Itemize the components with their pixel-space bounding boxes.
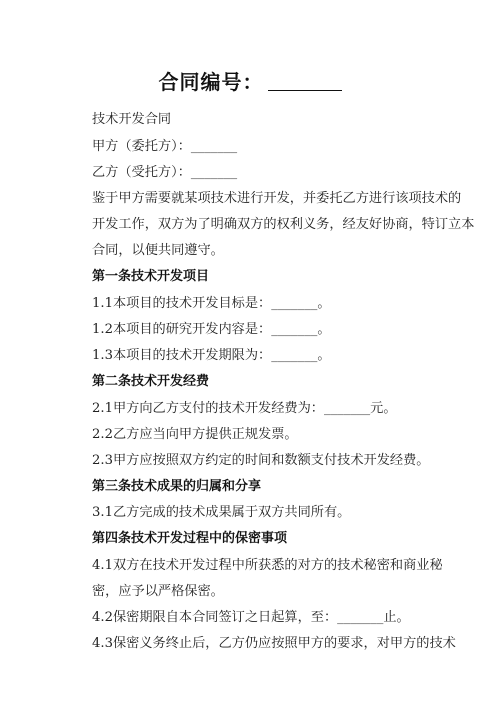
- document-subtitle: 技术开发合同: [92, 112, 172, 127]
- party-a-line: 甲方（委托方）：_______: [92, 139, 238, 154]
- contract-number-label: 合同编号：: [158, 70, 264, 94]
- clause-line: 3.1乙方完成的技术成果属于双方共同所有。: [92, 505, 351, 520]
- clause-line: 2.3甲方应按照双方约定的时间和数额支付技术开发经费。: [92, 453, 430, 468]
- clause-line: 1.3本项目的技术开发期限为：_______。: [92, 348, 331, 363]
- preamble-line: 鉴于甲方需要就某项技术进行开发，并委托乙方进行该项技术的: [92, 191, 462, 206]
- clause-line: 4.1双方在技术开发过程中所获悉的对方的技术秘密和商业秘: [92, 558, 443, 573]
- party-b-line: 乙方（受托方）：_______: [92, 165, 238, 180]
- preamble-line: 合同，以便共同遵守。: [92, 243, 224, 258]
- clause-line: 2.1甲方向乙方支付的技术开发经费为：_______元。: [92, 401, 397, 416]
- clause-line: 密，应予以严格保密。: [92, 584, 224, 599]
- clause-line: 1.1本项目的技术开发目标是：_______。: [92, 296, 331, 311]
- clause-line: 4.2保密期限自本合同签订之日起算，至：_______止。: [92, 610, 410, 625]
- clause-line: 2.2乙方应当向甲方提供正规发票。: [92, 427, 298, 442]
- section-heading: 第四条技术开发过程中的保密事项: [92, 531, 288, 546]
- section-heading: 第二条技术开发经费: [92, 374, 210, 389]
- clause-line: 4.3保密义务终止后，乙方仍应按照甲方的要求，对甲方的技术: [92, 636, 456, 651]
- section-heading: 第一条技术开发项目: [92, 269, 210, 284]
- contract-number-blank: [268, 72, 342, 91]
- section-heading: 第三条技术成果的归属和分享: [92, 479, 262, 494]
- contract-number-title: [0, 66, 500, 95]
- clause-line: 1.2本项目的研究开发内容是：_______。: [92, 322, 331, 337]
- preamble-line: 开发工作，双方为了明确双方的权利义务，经友好协商，特订立本: [92, 217, 475, 232]
